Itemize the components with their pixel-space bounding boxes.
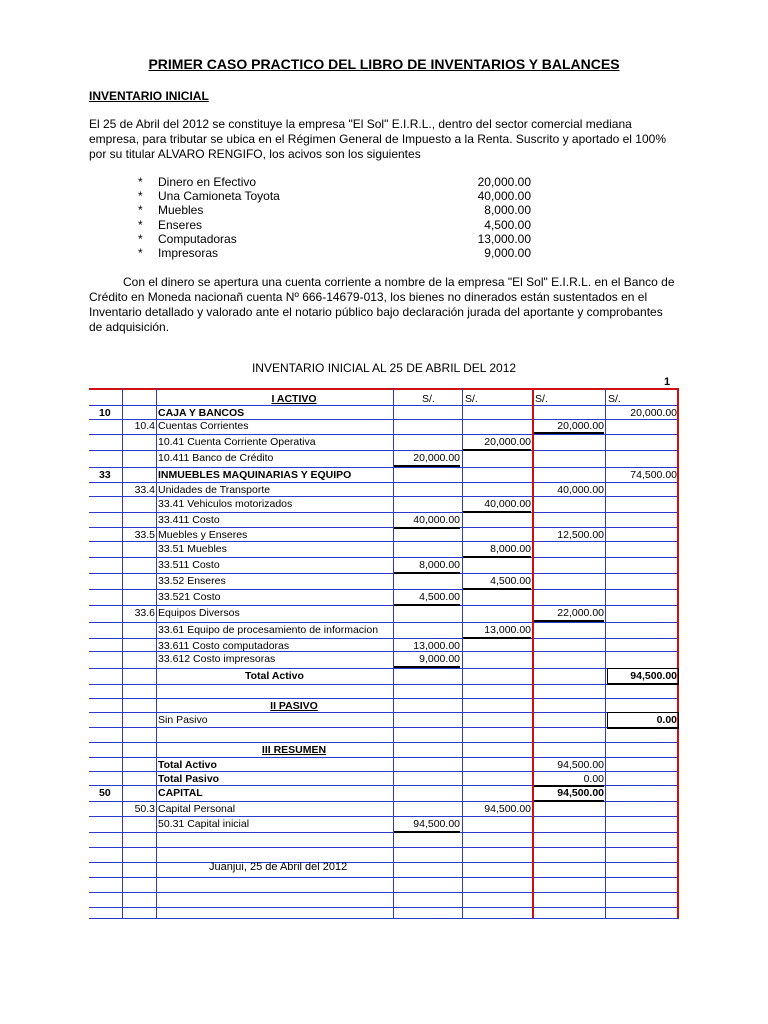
body-paragraph-text: Con el dinero se apertura una cuenta corriente a nombre de la empresa "El Sol" E.I.R.L. en el Banco de Crédito en Moneda nacionañ cuenta Nº 666-14679-013, los bienes no dinerados están sustentados en el Inventario detallado y valorado ante el notario público bajo declaración jurada del aportante y comprobantes de adquisición. <box>89 275 675 334</box>
amount: 13,000.00 <box>484 624 531 636</box>
underline-mark <box>463 637 531 639</box>
asset-name: Enseres <box>158 217 203 232</box>
underline-mark <box>394 666 460 668</box>
underline-mark <box>394 831 460 833</box>
amount: 22,000.00 <box>557 607 604 619</box>
grid-row-line <box>89 467 679 468</box>
amount: 12,500.00 <box>557 529 604 541</box>
account-name: 33.61 Equipo de procesamiento de informacion <box>158 624 379 636</box>
asset-amount: 4,500.00 <box>484 217 531 232</box>
asset-name: Dinero en Efectivo <box>158 175 257 189</box>
grid-row-line <box>89 450 679 451</box>
bullet: * <box>138 203 143 218</box>
account-name: Equipos Diversos <box>158 607 240 619</box>
asset-name: Impresoras <box>158 245 219 260</box>
grid-column-line <box>677 388 679 918</box>
amount: 4,500.00 <box>419 591 460 603</box>
asset-item <box>89 203 549 217</box>
account-code: 50 <box>99 787 111 799</box>
grid-column-line <box>122 388 123 918</box>
amount: 9,000.00 <box>419 653 460 665</box>
account-name: 50.31 Capital inicial <box>158 818 250 830</box>
intro-paragraph: El 25 de Abril del 2012 se constituye la empresa "El Sol" E.I.R.L., dentro del sector comercial mediana empresa, para tributar se ubica en el Régimen General de Impuesto a la Renta. Suscrito y aportado el 100% por su titular ALVARO RENGIFO, los acivos son los siguientes <box>89 117 666 161</box>
asset-item <box>89 218 549 232</box>
asset-name: Una Camioneta Toyota <box>158 189 280 204</box>
page-number: 1 <box>664 376 671 388</box>
grid-row-line <box>89 388 679 390</box>
asset-amount: 8,000.00 <box>484 203 531 218</box>
header-col1: S/. <box>422 393 435 405</box>
grid-row-line <box>89 862 679 863</box>
account-code: 33 <box>99 469 111 481</box>
amount: 13,000.00 <box>413 640 460 652</box>
asset-amount: 9,000.00 <box>484 245 531 260</box>
asset-amount: 20,000.00 <box>477 175 531 189</box>
grid-row-line <box>89 512 679 513</box>
asset-name: Muebles <box>158 203 204 218</box>
bullet: * <box>138 175 143 189</box>
grid-row-line <box>89 638 679 639</box>
account-code: 10 <box>99 407 111 419</box>
asset-item <box>89 175 549 189</box>
body-paragraph <box>89 275 679 335</box>
amount: 40,000.00 <box>413 514 460 526</box>
amount: 20,000.00 <box>413 452 460 464</box>
underline-mark <box>463 511 531 513</box>
grid-column-line <box>605 388 606 918</box>
grid-row-line <box>89 405 679 406</box>
grid-row-line <box>89 907 679 908</box>
grid-row-line <box>89 847 679 848</box>
grid-row-line <box>89 589 679 590</box>
grid-row-line <box>89 605 679 606</box>
amount: 8,000.00 <box>490 543 531 555</box>
account-code: 33.5 <box>134 529 155 541</box>
grid-row-line <box>89 482 679 483</box>
asset-item <box>89 246 549 260</box>
account-name: 33.52 Enseres <box>158 575 226 587</box>
account-name: Muebles y Enseres <box>158 529 248 541</box>
total-box <box>607 668 679 685</box>
account-name: CAJA Y BANCOS <box>158 407 245 419</box>
total-activo-amount: 94,500.00 <box>630 670 677 682</box>
amount: 94,500.00 <box>484 803 531 815</box>
account-name: 33.611 Costo computadoras <box>158 640 290 652</box>
account-name: 33.41 Vehiculos motorizados <box>158 498 293 510</box>
account-code: 33.6 <box>134 607 155 619</box>
underline-mark <box>463 556 531 558</box>
grid-column-line <box>532 388 534 918</box>
account-name: Sin Pasivo <box>158 714 208 726</box>
summary-label: Total Activo <box>158 759 217 771</box>
amount: 94,500.00 <box>557 787 604 799</box>
account-name: 33.612 Costo impresoras <box>158 653 276 665</box>
grid-row-line <box>89 918 679 919</box>
amount: 40,000.00 <box>484 498 531 510</box>
bullet: * <box>138 245 143 260</box>
grid-column-line <box>462 388 463 918</box>
asset-amount: 40,000.00 <box>477 189 531 204</box>
grid-row-line <box>89 727 679 728</box>
asset-amount: 13,000.00 <box>477 231 531 246</box>
amount: 4,500.00 <box>490 575 531 587</box>
account-name: Cuentas Corrientes <box>158 420 249 432</box>
account-code: 33.4 <box>134 484 155 496</box>
header-col4: S/. <box>608 393 621 405</box>
underline-mark <box>394 465 460 467</box>
ledger-table <box>89 388 679 918</box>
section-subtitle: INVENTARIO INICIAL <box>89 89 209 103</box>
section-pasivo: II PASIVO <box>270 700 318 712</box>
account-name: Unidades de Transporte <box>158 484 271 496</box>
amount: 20,000.00 <box>630 407 677 419</box>
underline-mark <box>534 620 604 622</box>
amount: 0.00 <box>583 773 604 785</box>
grid-column-line <box>156 388 157 918</box>
account-name: 33.521 Costo <box>158 591 221 603</box>
account-name: 33.51 Muebles <box>158 543 227 555</box>
grid-row-line <box>89 832 679 833</box>
header-col3: S/. <box>535 393 548 405</box>
grid-row-line <box>89 742 679 743</box>
grid-row-line <box>89 892 679 893</box>
grid-row-line <box>89 557 679 558</box>
account-name: 33.511 Costo <box>158 559 220 571</box>
bullet: * <box>138 217 143 232</box>
grid-row-line <box>89 573 679 574</box>
grid-row-line <box>89 434 679 435</box>
bullet: * <box>138 231 143 246</box>
underline-mark <box>534 432 604 434</box>
grid-row-line <box>89 622 679 623</box>
underline-mark <box>394 572 460 574</box>
amount: 40,000.00 <box>557 484 604 496</box>
total-activo-label: Total Activo <box>245 670 304 682</box>
amount: 94,500.00 <box>413 818 460 830</box>
table-caption: INVENTARIO INICIAL AL 25 DE ABRIL DEL 2012 <box>251 361 517 375</box>
underline-mark <box>394 604 460 606</box>
total-pasivo-amount: 0.00 <box>656 714 677 726</box>
underline-mark <box>534 800 604 802</box>
underline-mark <box>394 527 460 529</box>
account-code: 10.4 <box>134 420 155 432</box>
bullet: * <box>138 189 143 204</box>
grid-row-line <box>89 757 679 758</box>
summary-label: Total Pasivo <box>158 773 220 785</box>
amount: 74,500.00 <box>630 469 677 481</box>
grid-row-line <box>89 684 679 685</box>
grid-row-line <box>89 698 679 699</box>
header-activo: I ACTIVO <box>271 393 317 405</box>
document-title: PRIMER CASO PRACTICO DEL LIBRO DE INVENTARIOS Y BALANCES <box>148 56 620 72</box>
asset-list <box>89 175 549 260</box>
asset-item <box>89 189 549 203</box>
amount: 8,000.00 <box>419 559 460 571</box>
account-code: 50.3 <box>134 803 155 815</box>
amount: 20,000.00 <box>557 420 604 432</box>
account-name: CAPITAL <box>158 787 203 799</box>
footer-date: Juanjui, 25 de Abril del 2012 <box>209 861 348 873</box>
grid-row-line <box>89 877 679 878</box>
account-name: 10.411 Banco de Crédito <box>158 452 274 464</box>
grid-row-line <box>89 816 679 817</box>
total-box <box>607 712 679 729</box>
asset-name: Computadoras <box>158 231 237 246</box>
underline-mark <box>463 449 531 451</box>
account-name: 33.411 Costo <box>158 514 220 526</box>
header-col2: S/. <box>465 393 478 405</box>
underline-mark <box>463 588 531 590</box>
asset-item <box>89 232 549 246</box>
grid-row-line <box>89 668 679 669</box>
section-resumen: III RESUMEN <box>261 744 327 756</box>
account-name: Capital Personal <box>158 803 236 815</box>
account-name: INMUEBLES MAQUINARIAS Y EQUIPO <box>158 469 352 481</box>
amount: 94,500.00 <box>557 759 604 771</box>
grid-row-line <box>89 527 679 528</box>
account-name: 10.41 Cuenta Corriente Operativa <box>158 436 316 448</box>
grid-row-line <box>89 712 679 713</box>
amount: 20,000.00 <box>484 436 531 448</box>
